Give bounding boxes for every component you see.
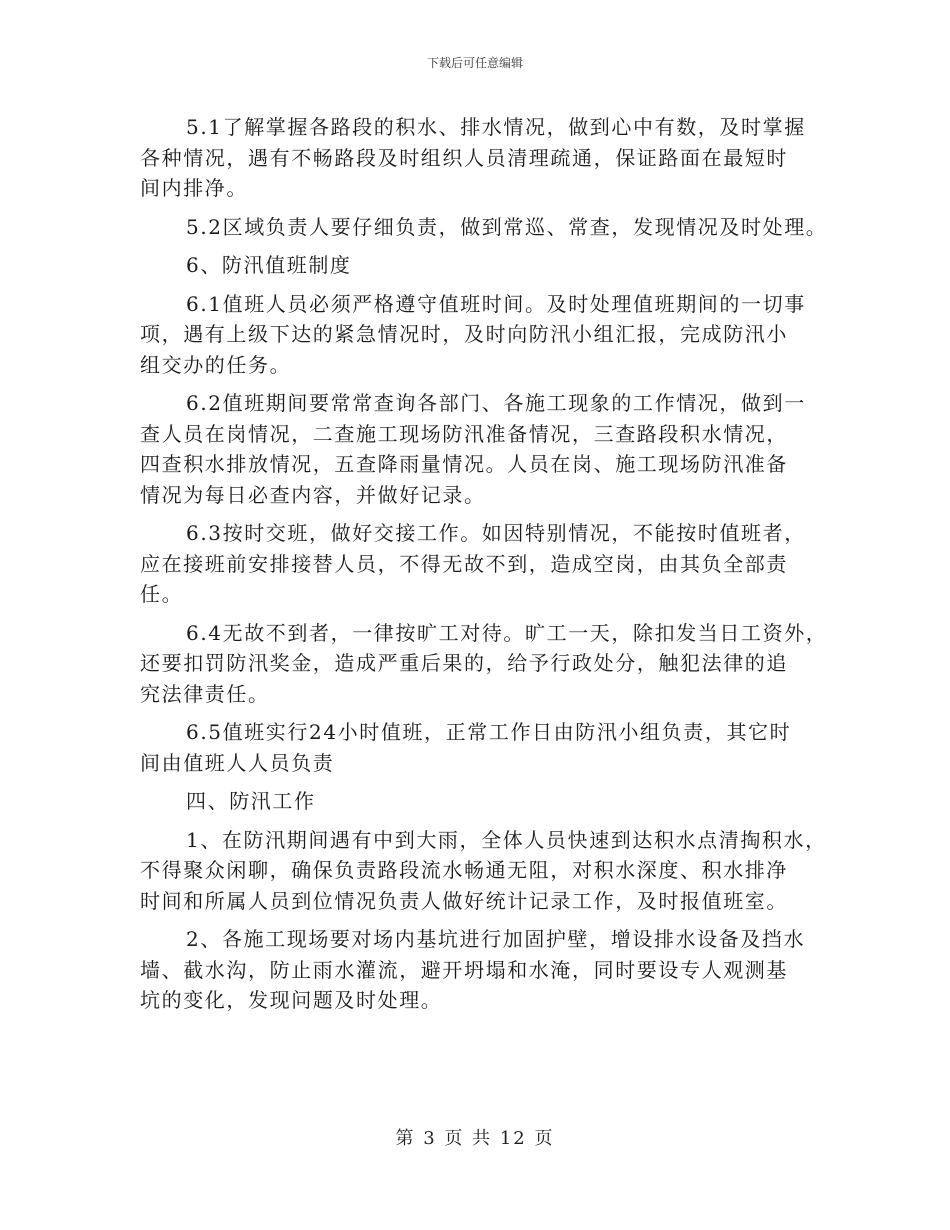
paragraph-6-4 [140, 618, 830, 710]
text-line: 6.1值班人员必须严格遵守值班时间。及时处理值班期间的一切事 [186, 291, 806, 316]
page-number-footer: 第 3 页 共 12 页 [395, 1128, 555, 1149]
text-line: 5.2区域负责人要仔细负责，做到常巡、常查，发现情况及时处理。 [186, 214, 828, 239]
paragraph-6-1 [140, 289, 830, 381]
text-line: 2、各施工现场要对场内基坑进行加固护壁，增设排水设备及挡水 [186, 927, 806, 951]
text-line: 四、防汛工作 [186, 789, 316, 813]
text-line: 5.1了解掌握各路段的积水、排水情况，做到心中有数，及时掌握 [186, 115, 806, 139]
paragraph-work-2 [140, 924, 830, 1016]
text-line: 还要扣罚防汛奖金，造成严重后果的，给予行政处分，触犯法律的追 [140, 651, 788, 675]
text-line: 组交办的任务。 [140, 352, 292, 377]
text-line: 间内排净。 [140, 176, 248, 200]
text-line: 1、在防汛期间遇有中到大雨，全体人员快速到达积水点清掏积水， [186, 827, 827, 852]
text-line: 各种情况，遇有不畅路段及时组织人员清理疏通，保证路面在最短时 [140, 145, 788, 170]
text-line: 项，遇有上级下达的紧急情况时，及时向防汛小组汇报，完成防汛小 [140, 322, 788, 346]
paragraph-5-1 [140, 112, 830, 204]
paragraph-6-2 [140, 388, 830, 510]
text-line: 情况为每日必查内容，并做好记录。 [140, 482, 486, 507]
paragraph-5-2 [140, 212, 830, 243]
text-line: 应在接班前安排接替人员，不得无故不到，造成空岗，由其负全部责 [140, 551, 788, 576]
text-line: 6、防汛值班制度 [186, 253, 352, 277]
text-line: 6.3按时交班，做好交接工作。如因特别情况，不能按时值班者， [186, 521, 806, 545]
text-line: 6.4无故不到者，一律按旷工对待。旷工一天，除扣发当日工资外， [186, 620, 828, 645]
page-header: 下载后可任意编辑 [426, 56, 523, 70]
document-body [140, 112, 830, 1016]
text-line: 时间和所属人员到位情况负责人做好统计记录工作，及时报值班室。 [140, 888, 788, 913]
text-line: 任。 [140, 582, 184, 606]
paragraph-6-3 [140, 518, 830, 610]
section-heading-flood-work [140, 786, 830, 817]
text-line: 6.2值班期间要常常查询各部门、各施工现象的工作情况，做到一 [186, 391, 806, 415]
paragraph-6-5 [140, 717, 830, 778]
text-line: 四查积水排放情况，五查降雨量情况。人员在岗、施工现场防汛准备 [140, 452, 788, 476]
text-line: 不得聚众闲聊，确保负责路段流水畅通无阻，对积水深度、积水排净 [140, 858, 788, 882]
text-line: 6.5值班实行24小时值班，正常工作日由防汛小组负责，其它时 [186, 720, 792, 744]
paragraph-work-1 [140, 825, 830, 917]
text-line: 查人员在岗情况，二查施工现场防汛准备情况，三查路段积水情况， [140, 421, 788, 446]
section-heading-duty-system [140, 250, 830, 281]
text-line: 坑的变化，发现问题及时处理。 [140, 988, 443, 1012]
text-line: 究法律责任。 [140, 681, 270, 706]
text-line: 墙、截水沟，防止雨水灌流，避开坍塌和水淹，同时要设专人观测基 [140, 957, 788, 982]
text-line: 间由值班人人员负责 [140, 750, 335, 775]
